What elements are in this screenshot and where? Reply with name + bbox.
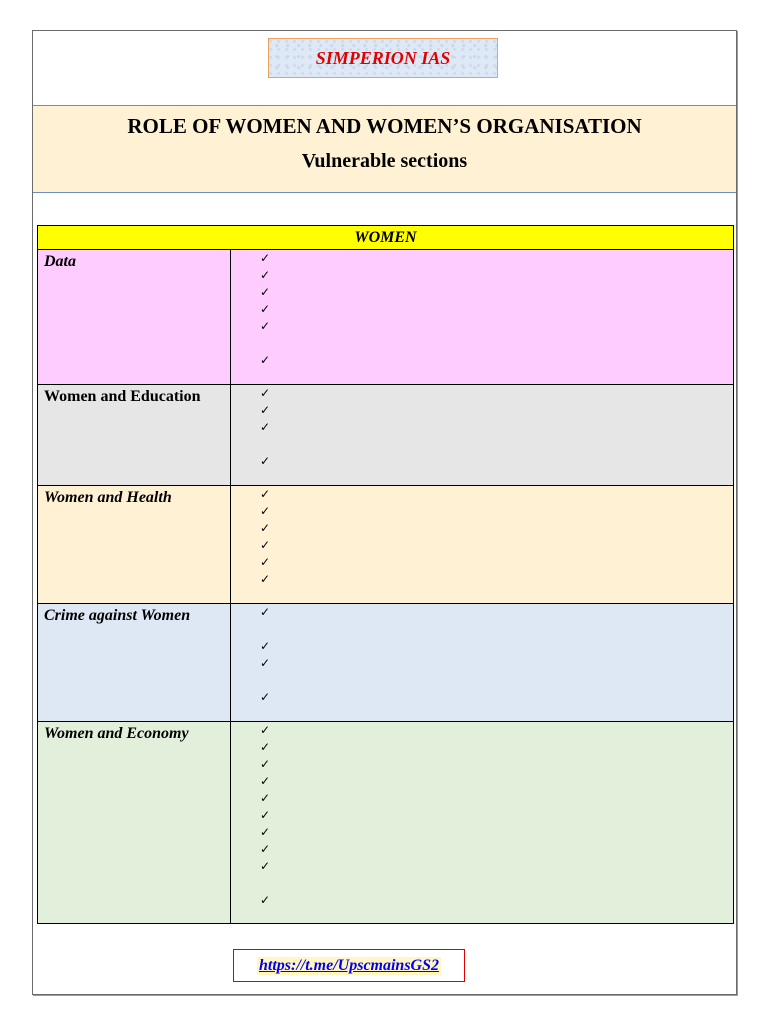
table-row — [38, 385, 734, 486]
telegram-link[interactable]: https://t.me/UpscmainsGS2 — [258, 956, 440, 974]
brand-box — [268, 38, 498, 78]
checkmark-icon: ✓ — [260, 690, 271, 704]
page-subtitle: Vulnerable sections — [301, 150, 468, 172]
row-label: Women and Health — [38, 486, 231, 604]
checkmark-icon: ✓ — [260, 420, 271, 434]
row-bullets — [231, 385, 734, 486]
checkmark-icon: ✓ — [260, 757, 271, 771]
table-heading: WOMEN — [38, 226, 734, 250]
checkmark-icon: ✓ — [260, 319, 271, 333]
brand-label: SIMPERION IAS — [315, 47, 451, 68]
women-table — [37, 225, 734, 924]
checkmark-icon: ✓ — [260, 893, 271, 907]
checkmark-icon: ✓ — [260, 859, 271, 873]
checkmark-icon: ✓ — [260, 454, 271, 468]
checkmark-icon: ✓ — [260, 487, 271, 501]
checkmark-icon: ✓ — [260, 825, 271, 839]
row-bullets — [231, 486, 734, 604]
table-row — [38, 250, 734, 385]
checkmark-icon: ✓ — [260, 572, 271, 586]
row-label: Women and Education — [38, 385, 231, 486]
page-title: ROLE OF WOMEN AND WOMEN’S ORGANISATION — [127, 114, 642, 138]
checkmark-icon: ✓ — [260, 538, 271, 552]
checkmark-icon: ✓ — [260, 656, 271, 670]
checkmark-icon: ✓ — [260, 740, 271, 754]
row-label: Crime against Women — [38, 604, 231, 722]
checkmark-icon: ✓ — [260, 251, 271, 265]
checkmark-icon: ✓ — [260, 791, 271, 805]
checkmark-icon: ✓ — [260, 386, 271, 400]
checkmark-icon: ✓ — [260, 774, 271, 788]
table-row — [38, 722, 734, 924]
checkmark-icon: ✓ — [260, 555, 271, 569]
table-row — [38, 486, 734, 604]
checkmark-icon: ✓ — [260, 285, 271, 299]
row-bullets — [231, 604, 734, 722]
checkmark-icon: ✓ — [260, 723, 271, 737]
table-heading-row — [38, 226, 734, 250]
checkmark-icon: ✓ — [260, 403, 271, 417]
table-row — [38, 604, 734, 722]
checkmark-icon: ✓ — [260, 268, 271, 282]
checkmark-icon: ✓ — [260, 302, 271, 316]
checkmark-icon: ✓ — [260, 521, 271, 535]
row-label: Data — [38, 250, 231, 385]
checkmark-icon: ✓ — [260, 353, 271, 367]
row-bullets — [231, 250, 734, 385]
checkmark-icon: ✓ — [260, 504, 271, 518]
row-bullets — [231, 722, 734, 924]
title-band — [33, 105, 736, 193]
row-label: Women and Economy — [38, 722, 231, 924]
checkmark-icon: ✓ — [260, 842, 271, 856]
telegram-link-box — [233, 949, 465, 982]
checkmark-icon: ✓ — [260, 639, 271, 653]
document-page — [32, 30, 737, 995]
checkmark-icon: ✓ — [260, 808, 271, 822]
checkmark-icon: ✓ — [260, 605, 271, 619]
